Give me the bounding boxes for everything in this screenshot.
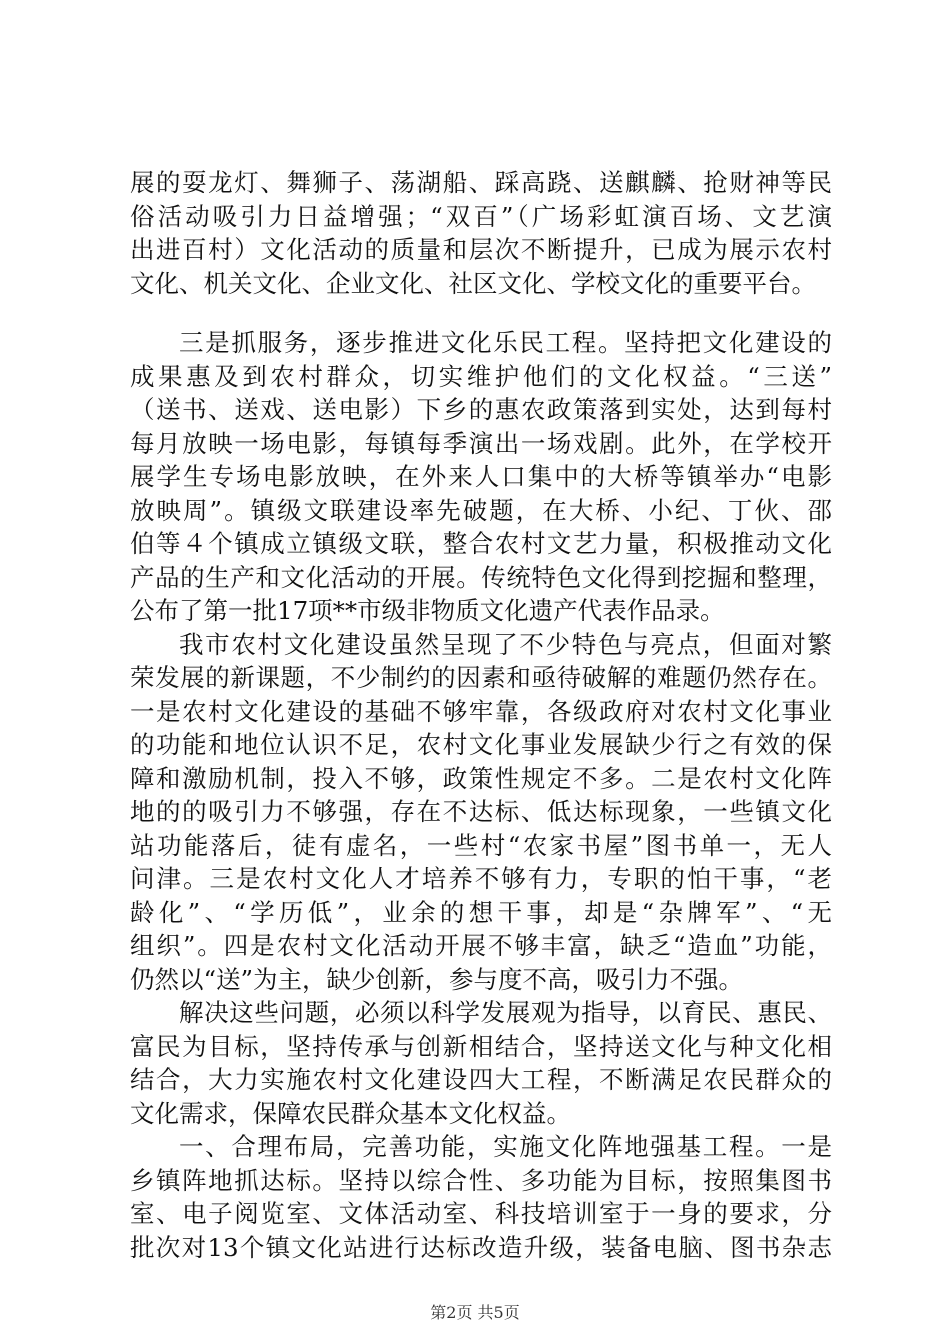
text-line: 障和激励机制，投入不够，政策性规定不多。二是农村文化阵 xyxy=(130,763,832,793)
text-line: 伯等４个镇成立镇级文联，整合农村文艺力量，积极推动文化 xyxy=(130,529,832,558)
text-line: 每月放映一场电影，每镇每季演出一场戏剧。此外，在学校开 xyxy=(130,428,832,458)
body-text xyxy=(130,166,832,1264)
paragraph-gap xyxy=(130,300,832,326)
text-line: 解决这些问题，必须以科学发展观为指导，以育民、惠民、 xyxy=(179,998,832,1027)
text-line: 乡镇阵地抓达标。坚持以综合性、多功能为目标，按照集图书 xyxy=(130,1165,832,1195)
paragraph xyxy=(130,326,832,628)
text-line: 文化、机关文化、企业文化、社区文化、学校文化的重要平台。 xyxy=(130,268,816,298)
paragraph xyxy=(130,166,832,300)
text-line: 三是抓服务，逐步推进文化乐民工程。坚持把文化建设的 xyxy=(179,328,832,357)
paragraph xyxy=(130,996,832,1130)
text-line: 室、电子阅览室、文体活动室、科技培训室于一身的要求，分 xyxy=(130,1199,832,1228)
text-line: 成果惠及到农村群众，切实维护他们的文化权益。“三送” xyxy=(130,361,832,391)
text-line: 批次对13个镇文化站进行达标改造升级，装备电脑、图书杂志 xyxy=(130,1232,832,1262)
paragraph xyxy=(130,1130,832,1264)
text-line: （送书、送戏、送电影）下乡的惠农政策落到实处，达到每村 xyxy=(130,395,832,424)
paragraph xyxy=(130,628,832,997)
text-line: 仍然以“送”为主，缺少创新，参与度不高，吸引力不强。 xyxy=(130,964,744,994)
text-line: 富民为目标，坚持传承与创新相结合，坚持送文化与种文化相 xyxy=(130,1031,832,1061)
text-line: 的功能和地位认识不足，农村文化事业发展缺少行之有效的保 xyxy=(130,730,832,759)
text-line: 结合，大力实施农村文化建设四大工程，不断满足农民群众的 xyxy=(130,1065,832,1094)
text-line: 荣发展的新课题，不少制约的因素和亟待破解的难题仍然存在。 xyxy=(130,663,832,692)
text-line: 地的的吸引力不够强，存在不达标、低达标现象，一些镇文化 xyxy=(130,797,832,826)
text-line: 产品的生产和文化活动的开展。传统特色文化得到挖掘和整理， xyxy=(130,562,832,592)
text-line: 展学生专场电影放映，在外来人口集中的大桥等镇举办“电影 xyxy=(130,462,832,491)
text-line: 文化需求，保障农民群众基本文化权益。 xyxy=(130,1098,571,1128)
text-line: 我市农村文化建设虽然呈现了不少特色与亮点，但面对繁 xyxy=(179,629,832,659)
text-line: 问津。三是农村文化人才培养不够有力，专职的怕干事，“老 xyxy=(130,864,832,893)
text-line: 一、合理布局，完善功能，实施文化阵地强基工程。一是 xyxy=(179,1132,832,1161)
text-line: 出进百村）文化活动的质量和层次不断提升，已成为展示农村 xyxy=(130,235,832,264)
page-number-footer: 第2页 共5页 xyxy=(430,1303,520,1322)
text-line: 公布了第一批17项**市级非物质文化遗产代表作品录。 xyxy=(130,596,725,625)
text-line: 站功能落后，徒有虚名，一些村“农家书屋”图书单一，无人 xyxy=(130,830,832,860)
text-line: 龄化”、“学历低”，业余的想干事，却是“杂牌军”、“无 xyxy=(130,897,832,927)
text-line: 一是农村文化建设的基础不够牢靠，各级政府对农村文化事业 xyxy=(130,696,832,726)
text-line: 俗活动吸引力日益增强；“双百”（广场彩虹演百场、文艺演 xyxy=(130,201,832,231)
text-line: 组织”。四是农村文化活动开展不够丰富，缺乏“造血”功能， xyxy=(130,931,832,960)
text-line: 放映周”。镇级文联建设率先破题，在大桥、小纪、丁伙、邵 xyxy=(130,495,832,525)
text-line: 展的耍龙灯、舞狮子、荡湖船、踩高跷、送麒麟、抢财神等民 xyxy=(130,168,832,197)
